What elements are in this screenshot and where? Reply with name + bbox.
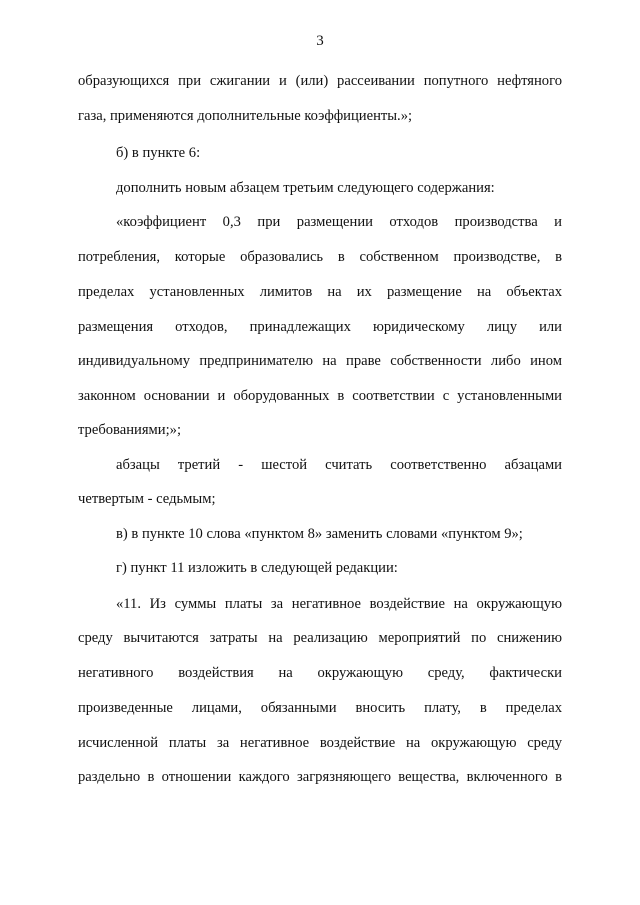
text-line: среду вычитаются затраты на реализацию мероприятий по снижению [78, 630, 562, 646]
text-line: пределах установленных лимитов на их размещение на объектах [78, 284, 562, 300]
text-line: раздельно в отношении каждого загрязняющего вещества, включенного в [78, 769, 562, 785]
text-line: законном основании и оборудованных в соответствии с установленными [78, 388, 562, 404]
text-line: требованиями;»; [78, 422, 182, 438]
text-line: газа, применяются дополнительные коэффициенты.»; [78, 108, 413, 124]
text-line: в) в пункте 10 слова «пунктом 8» заменить словами «пунктом 9»; [116, 526, 523, 542]
text-line: индивидуальному предпринимателю на праве собственности либо ином [78, 353, 562, 369]
text-line: четвертым - седьмым; [78, 491, 216, 507]
text-line: «коэффициент 0,3 при размещении отходов производства и [116, 214, 562, 230]
text-line: «11. Из суммы платы за негативное воздействие на окружающую [116, 596, 562, 612]
page-number: 3 [316, 33, 324, 49]
text-line: образующихся при сжигании и (или) рассеивании попутного нефтяного [78, 73, 562, 89]
text-line: дополнить новым абзацем третьим следующего содержания: [116, 180, 495, 196]
text-line: г) пункт 11 изложить в следующей редакции: [116, 560, 398, 576]
text-line: б) в пункте 6: [116, 145, 201, 161]
text-line: абзацы третий - шестой считать соответственно абзацами [116, 457, 562, 473]
text-line: размещения отходов, принадлежащих юридическому лицу или [78, 319, 562, 335]
text-line: произведенные лицами, обязанными вносить плату, в пределах [78, 700, 562, 716]
text-line: негативного воздействия на окружающую среду, фактически [78, 665, 562, 681]
text-line: потребления, которые образовались в собственном производстве, в [78, 249, 562, 265]
text-line: исчисленной платы за негативное воздействие на окружающую среду [78, 735, 562, 751]
